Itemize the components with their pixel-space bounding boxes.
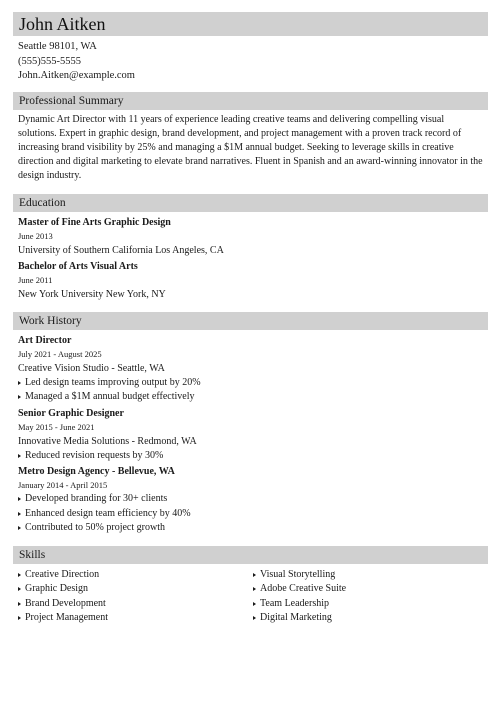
skills-section-header (13, 546, 488, 564)
education-entry (13, 260, 488, 302)
job-title: Art Director (18, 334, 72, 346)
job-bullet (18, 390, 488, 405)
bullet-icon (18, 587, 21, 591)
contact-info (13, 40, 488, 84)
contact-email: John.Aitken@example.com (18, 70, 135, 81)
contact-phone: (555)555-5555 (18, 55, 81, 67)
skill-text: Digital Marketing (260, 612, 332, 624)
skill-text: Creative Direction (25, 568, 100, 580)
bullet-icon (18, 454, 21, 458)
education-degree: Master of Fine Arts Graphic Design (18, 216, 171, 228)
job-bullet-text: Reduced revision requests by 30% (25, 449, 164, 461)
job-company: Innovative Media Solutions - Redmond, WA (18, 435, 197, 447)
education-degree: Bachelor of Arts Visual Arts (18, 260, 138, 272)
skills-column-right (253, 568, 488, 626)
education-date: June 2013 (18, 230, 53, 241)
skills-list (13, 568, 488, 626)
job-bullet (18, 507, 488, 522)
job-bullet-text: Enhanced design team efficiency by 40% (25, 507, 191, 519)
job-bullet (18, 449, 488, 464)
skills-heading: Skills (19, 548, 46, 561)
education-heading: Education (19, 196, 66, 209)
work-entry (13, 465, 488, 536)
skill-item (18, 568, 253, 583)
skill-text: Visual Storytelling (260, 568, 336, 580)
skill-item (253, 582, 488, 597)
education-date: June 2011 (18, 274, 53, 285)
skill-item (18, 582, 253, 597)
education-section-header (13, 194, 488, 212)
bullet-icon (253, 602, 256, 606)
bullet-icon (253, 616, 256, 620)
job-bullet-text: Contributed to 50% project growth (25, 522, 165, 534)
job-bullets (18, 376, 488, 405)
job-date: January 2014 - April 2015 (18, 480, 108, 491)
work-entry (13, 407, 488, 464)
candidate-name: John Aitken (19, 13, 106, 34)
skill-item (253, 611, 488, 626)
education-school: New York University New York, NY (18, 288, 166, 300)
skill-text: Brand Development (25, 597, 106, 609)
skills-column-left (18, 568, 253, 626)
bullet-icon (18, 381, 21, 385)
job-bullet (18, 492, 488, 507)
job-company: Creative Vision Studio - Seattle, WA (18, 362, 165, 374)
bullet-icon (18, 602, 21, 606)
skill-item (18, 611, 253, 626)
job-bullet-text: Developed branding for 30+ clients (25, 493, 168, 505)
work-section-header (13, 312, 488, 330)
job-bullet (18, 376, 488, 391)
education-entry (13, 216, 488, 258)
bullet-icon (18, 616, 21, 620)
job-bullet-text: Managed a $1M annual budget effectively (25, 391, 195, 403)
skill-text: Team Leadership (260, 597, 329, 609)
skill-text: Graphic Design (25, 583, 89, 595)
contact-address: Seattle 98101, WA (18, 41, 97, 52)
bullet-icon (18, 395, 21, 399)
skill-text: Adobe Creative Suite (260, 583, 347, 595)
bullet-icon (18, 497, 21, 501)
job-title: Metro Design Agency - Bellevue, WA (18, 466, 175, 478)
summary-text: Dynamic Art Director with 11 years of experience leading creative teams and delivering compelling visual solutions. Expert in graphic design, brand development, and project management with a proven track record of increasing brand visibility by 25% and managing a $1M annual budget. Seeking to leverage skills in creative direction and digital marketing to elevate brand narratives. Fluent in Spanish and an award-winning innovator in the design industry. (18, 113, 483, 182)
job-date: July 2021 - August 2025 (18, 348, 102, 359)
work-heading: Work History (19, 314, 82, 327)
bullet-icon (253, 573, 256, 577)
job-bullets (18, 492, 488, 536)
work-entry (13, 334, 488, 405)
job-date: May 2015 - June 2021 (18, 421, 95, 432)
summary-section-header (13, 92, 488, 110)
skill-item (253, 568, 488, 583)
bullet-icon (253, 587, 256, 591)
job-title: Senior Graphic Designer (18, 407, 124, 419)
name-header (13, 12, 488, 36)
summary-heading: Professional Summary (19, 94, 124, 107)
bullet-icon (18, 512, 21, 516)
skill-item (18, 597, 253, 612)
job-bullet-text: Led design teams improving output by 20% (25, 376, 201, 388)
resume-page (13, 12, 488, 626)
job-bullet (18, 521, 488, 536)
bullet-icon (18, 573, 21, 577)
bullet-icon (18, 526, 21, 530)
skill-item (253, 597, 488, 612)
education-school: University of Southern California Los Angeles, CA (18, 244, 224, 256)
skill-text: Project Management (25, 612, 109, 624)
job-bullets (18, 449, 488, 464)
